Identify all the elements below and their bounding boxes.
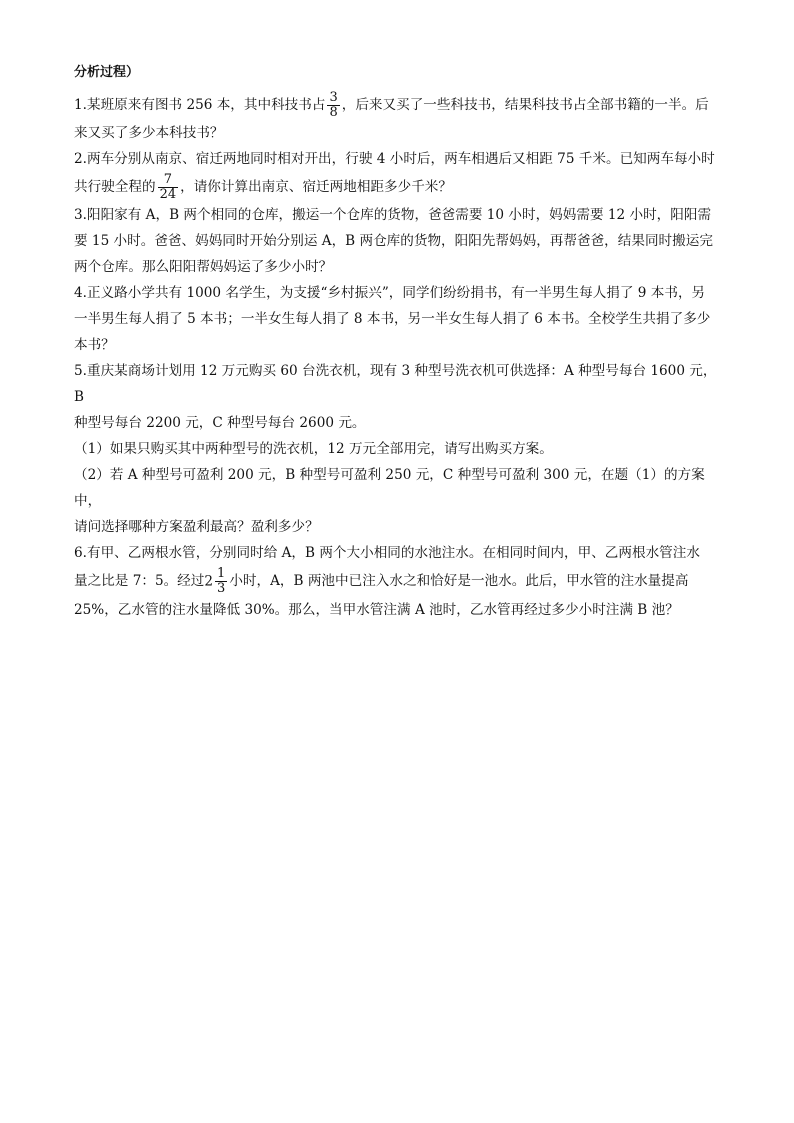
problem-2-line-1: 2.两车分别从南京、宿迁两地同时相对开出，行驶 4 小时后，两车相遇后又相距 75 千米。已知两车每小时 [74, 151, 715, 167]
problem-1-line-2: 来又买了多少本科技书？ [74, 125, 224, 141]
problem-6-line-3: 25%，乙水管的注水量降低 30%。那么，当甲水管注满 A 池时，乙水管再经过多少小时注满 B 池？ [74, 601, 679, 618]
fraction-one-third [215, 567, 227, 596]
fraction-denominator: 3 [217, 581, 226, 596]
problem-3-line-2: 要 15 小时。爸爸、妈妈同时开始分别运 A，B 两仓库的货物，阳阳先帮妈妈，再帮爸爸，结果同时搬运完 [74, 233, 713, 249]
problem-4-line-2: 一半男生每人捐了 5 本书；一半女生每人捐了 8 本书，另一半女生每人捐了 6 本书。全校学生共捐了多少 [74, 311, 711, 327]
problem-6-text-a: 量之比是 7：5。经过 [74, 573, 205, 589]
document-content [74, 62, 724, 623]
problem-2-text-c: ，请你计算出南京、宿迁两地相距多少千米？ [180, 179, 452, 195]
problem-2-line-2 [74, 172, 724, 202]
problem-1-text-b: ，后来又买了一些科技书，结果科技书占全部书籍的一半。后 [341, 97, 709, 113]
problem-1 [74, 90, 724, 146]
problem-5-sub-2-line-2: 请问选择哪种方案盈利最高？盈利多少？ [74, 519, 319, 535]
problem-1-text-a: 1.某班原来有图书 256 本，其中科技书占 [74, 97, 326, 113]
problem-6-text-b: 小时，A，B 两池中已注入水之和恰好是一池水。此后，甲水管的注水量提高 [229, 573, 689, 589]
problem-4-line-1: 4.正义路小学共有 1000 名学生，为支援“乡村振兴”，同学们纷纷捐书，有一半男生每人捐了 9 本书，另 [74, 285, 706, 301]
fraction-numerator: 1 [217, 566, 226, 581]
fraction-numerator: 7 [163, 172, 172, 187]
problem-5-line-1: 5.重庆某商场计划用 12 万元购买 60 台洗衣机，现有 3 种型号洗衣机可供选择：A 种型号每台 1600 元，B [74, 363, 717, 405]
problem-5-sub-1: （1）如果只购买其中两种型号的洗衣机，12 万元全部用完，请写出购买方案。 [74, 441, 553, 457]
problem-2 [74, 146, 724, 202]
problem-6 [74, 540, 724, 623]
problem-1-line-1 [74, 90, 724, 120]
problem-4-line-3: 本书？ [74, 337, 115, 353]
problem-5 [74, 358, 724, 540]
section-heading: 分析过程） [74, 65, 140, 80]
problem-3 [74, 202, 724, 280]
fraction-denominator: 24 [159, 187, 177, 202]
problem-6-line-2 [74, 566, 724, 597]
fraction-seven-twentyfourths [158, 173, 179, 202]
problem-5-line-2: 种型号每台 2200 元，C 种型号每台 2600 元。 [74, 415, 366, 431]
problem-5-sub-2-line-1: （2）若 A 种型号可盈利 200 元，B 种型号可盈利 250 元，C 种型号可盈利 300 元，在题（1）的方案中， [74, 467, 705, 509]
mixed-number-whole: 2 [204, 573, 214, 590]
fraction-three-eighths [327, 91, 339, 120]
fraction-denominator: 8 [329, 105, 338, 120]
problem-6-line-1: 6.有甲、乙两根水管，分别同时给 A，B 两个大小相同的水池注水。在相同时间内，甲、乙两根水管注水 [74, 545, 700, 561]
fraction-numerator: 3 [329, 90, 338, 105]
problem-4 [74, 280, 724, 358]
problem-3-line-1: 3.阳阳家有 A，B 两个相同的仓库，搬运一个仓库的货物，爸爸需要 10 小时，妈妈需要 12 小时，阳阳需 [74, 207, 712, 223]
problem-3-line-3: 两个仓库。那么阳阳帮妈妈运了多少小时？ [74, 259, 333, 275]
problem-2-text-b: 共行驶全程的 [74, 179, 156, 195]
